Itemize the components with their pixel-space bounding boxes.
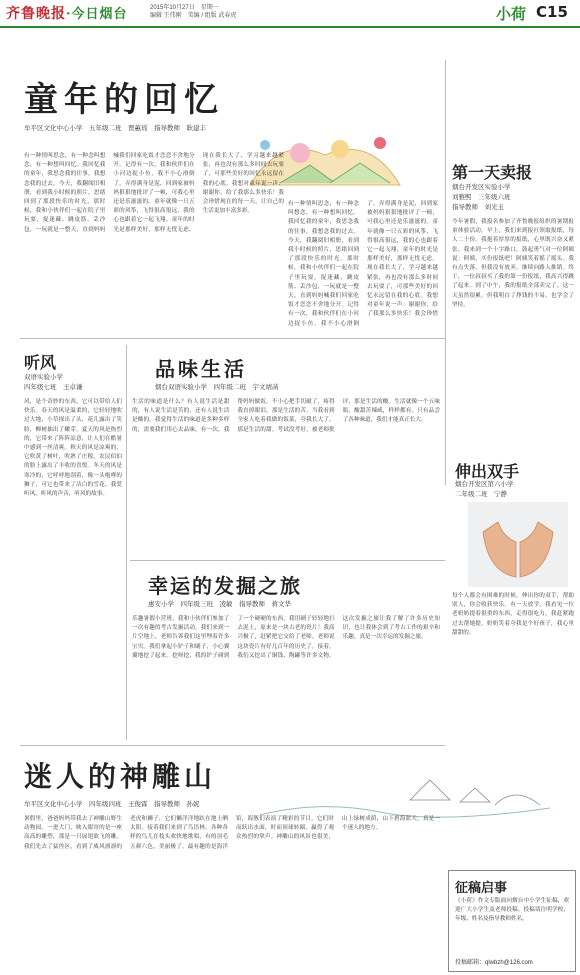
article6-byline: 惠安小学 四年级三班 凌敏 指导教师 蒋文华 [148,601,291,608]
article1-body-right: 有一种情叫思念，有一种念叫想念，有一种想叫回忆。我回忆我的童年，我思念我的往事，我想念我的过去。今天，我翻阅旧相册，看到我小时候的照片，思绪回到了那段快乐的时光。那时候，我和小伙伴们一起在院子里玩耍，捉迷藏、跳皮筋、丢沙包，一玩就是一整天，直到妈妈喊我们回家吃饭才恋恋不舍地分开。记得有一次，我和伙伴们在小河边捉小鱼，我不小心滑倒了，弄得满身是泥，回到家被妈妈狠狠地批评了一顿，可我心里还是乐滋滋的。童年就像一只五彩的风筝，飞得很高很远，我的心也跟着它一起飞翔。童年的时光是那样美好，那样无忧无虑。现在我长大了，学习越来越紧张，再也没有那么多时间去玩耍了，可那些美好的回忆永远留在我的心底。我想对童年说一声：谢谢你，给了我那么多快乐！我会珍惜 [288,201,438,327]
article4-body: 生活的味道是什么？有人说生活是甜的，有人说生活是苦的，还有人说生活是酸的。我觉得生活的味道是多种多样的，需要我们用心去品味。有一次，我帮妈妈做饭，不小心把手切破了，疼得我直掉眼泪，那是生活的苦。当我看到全家人吃着我做的饭菜，夸我长大了，那是生活的甜。考试没考好，被老师批评，那是生活的酸。生活就像一个五味瓶，酸甜苦辣咸，样样都有。只有品尝了各种味道，我们才能真正长大。 [132,399,440,433]
section-name: 小荷 [496,5,527,23]
article4-title: 品味生活 [155,357,247,381]
article6-body: 乐趣暑假小营班，我和小伙伴们参加了一次有趣的考古发掘活动。我们来到一片空地上，老师告诉我们这里埋着许多宝贝。我们拿起小铲子和刷子，小心翼翼地挖了起来。挖呀挖，我的铲子碰到了一个硬硬的东西，我用刷子轻轻地扫去泥土，原来是一块古老的瓷片！我高兴极了，赶紧把它交给了老师。老师说这块瓷片有好几百年的历史了。接着，我们又挖出了铜钱、陶罐等许多文物。这次发掘之旅让我了解了许多历史知识，也让我体会到了考古工作的艰辛和乐趣，真是一次幸运的发掘之旅。 [132,616,440,659]
article2-byline-school: 烟台开发区实验小学 [452,184,511,191]
article5-title: 伸出双手 [455,462,520,481]
article2-byline-teacher: 指导教师 刘光玉 [452,204,504,211]
article5-body: 每个人都会有困难的时候，伸出你的双手，帮助别人，你会收获快乐。有一天放学，我看见一位老奶奶提着很重的东西，走得很吃力，我赶紧跑过去帮她提，奶奶笑着夸我是个好孩子，我心里甜甜的。 [452,593,574,636]
article1-body-left: 有一种情叫思念，有一种念叫想念，有一种想叫回忆。我回忆我的童年，我思念我的往事，我想念我的过去。今天，我翻阅旧相册，看到我小时候的照片，思绪回到了那段快乐的时光。那时候，我和小伙伴们一起在院子里玩耍，捉迷藏、跳皮筋、丢沙包，一玩就是一整天，直到妈妈喊我们回家吃饭才恋恋不舍地分开。记得有一次，我和伙伴们在小河边捉小鱼，我不小心滑倒了，弄得满身是泥，回到家被妈妈狠狠地批评了一顿，可我心里还是乐滋滋的。童年就像一只五彩的风筝，飞得很高很远，我的心也跟着它一起飞翔。童年的时光是那样美好，那样无忧无虑。现在我长大了，学习越来越紧张，再也没有那么多时间去玩耍了，可那些美好的回忆永远留在我的心底。我想对童年说一声：谢谢你，给了我那么多快乐！我会珍惜现在的每一天，让自己的生活更加丰富多彩。 [24,153,284,233]
notice-email: 投稿邮箱：qlwbzh@126.com [455,960,533,966]
article1-byline: 牟平区文化中心小学 五年级二班 贾蕙瑶 指导教师 耿建丰 [24,125,206,132]
article7-body: 暑假里，爸爸妈妈带我去了神雕山野生动物园。一进大门，映入眼帘的是一座高高的雕塑，那是一只展翅欲飞的雕。我们先去了猛兽区，看到了威风凛凛的老虎和狮子，它们懒洋洋地趴在地上晒太阳。接着我们来到了鸟语林，各种各样的鸟儿在枝头欢快地歌唱，有的羽毛五颜六色，美丽极了。最有趣的是海洋馆，海豚们表演了精彩的节目，它们时而跃出水面，时而顶球转圈，赢得了观众热烈的掌声。神雕山的风景也很美，山上绿树成荫，山下碧海蓝天，真是一个迷人的地方。 [24,816,440,850]
masthead [0,0,580,28]
section-divider [130,560,445,561]
page-number: C15 [536,3,568,21]
section-divider [20,338,445,339]
hands-icon [468,502,568,587]
article5-byline-school: 烟台开发区第六小学 [455,481,514,488]
article2-title: 第一天卖报 [452,163,533,182]
article7-title: 迷人的神雕山 [24,760,217,793]
edition-editors: 编辑 王伟刚 美编 / 组版 武春虎 [150,13,237,19]
edition-info [150,4,236,20]
section-divider [20,745,445,746]
article2-byline-author: 刘雅熙 三年级六班 [452,194,511,201]
article4-byline: 烟台双语实验小学 四年级二班 宇文靖菡 [155,384,279,391]
call-for-papers-box [448,870,576,972]
section-text: ·今日烟台 [66,7,128,22]
edition-date: 2015年10月27日 星期一 [150,5,219,11]
article2-body: 今年暑假，我报名参加了齐鲁晚报组织的暑期报童体验活动。早上，我们来到报社领取报纸，每人二十份。我抱着厚厚的报纸，心里既兴奋又紧张。我来到一个十字路口，鼓起勇气对一位阿姨说：阿姨，买份报纸吧！阿姨笑着摇了摇头。我有点失落，但我没有放弃，继续向路人推销。终于，一位叔叔买了我的第一份报纸，我高兴得跳了起来。到了中午，我的报纸全部卖完了。这一天虽然很累，但我明白了挣钱的不易，也学会了坚持。 [452,219,574,308]
column-divider [445,60,446,485]
logo-text: 齐鲁晚报 [6,6,66,22]
article6-title: 幸运的发掘之旅 [148,574,302,598]
article1-title: 童年的回忆 [24,80,224,120]
article3-byline-author: 四年级七班 王卓谦 [24,384,83,391]
hands-photo [468,502,568,587]
notice-title: 征稿启事 [455,881,508,896]
article7-byline: 牟平区文化中心小学 四年级四班 王俊霖 指导教师 孙妮 [24,801,200,808]
column-divider [126,345,127,740]
notice-body: 《小荷》作文专版面向烟台中小学生征稿，欢迎广大小学生及老师投稿。投稿请注明学校、年级、姓名及指导教师姓名。 [455,898,569,923]
article3-title: 听风 [24,353,57,372]
article5-byline-author: 二年级二班 宁静 [455,491,507,498]
article3-byline-school: 双语实验小学 [24,374,63,381]
article3-body: 风，是个奇妙的东西，它可以带给人们快乐。春天的风是温柔的，它轻轻地吹过大地，小草探出了头，花儿露出了笑脸，柳树抽出了嫩芽。夏天的风是热烈的，它带来了阵阵凉意，让人们在酷暑中感到一丝清爽。秋天的风是凉爽的，它吹黄了树叶，吹熟了庄稼，农民伯伯的脸上露出了丰收的喜悦。冬天的风是寒冷的，它呼呼地刮着，像一头咆哮的狮子，可它也带来了洁白的雪花。我爱听风，听风的声音，听风的故事。 [24,399,122,498]
newspaper-logo [6,3,128,23]
